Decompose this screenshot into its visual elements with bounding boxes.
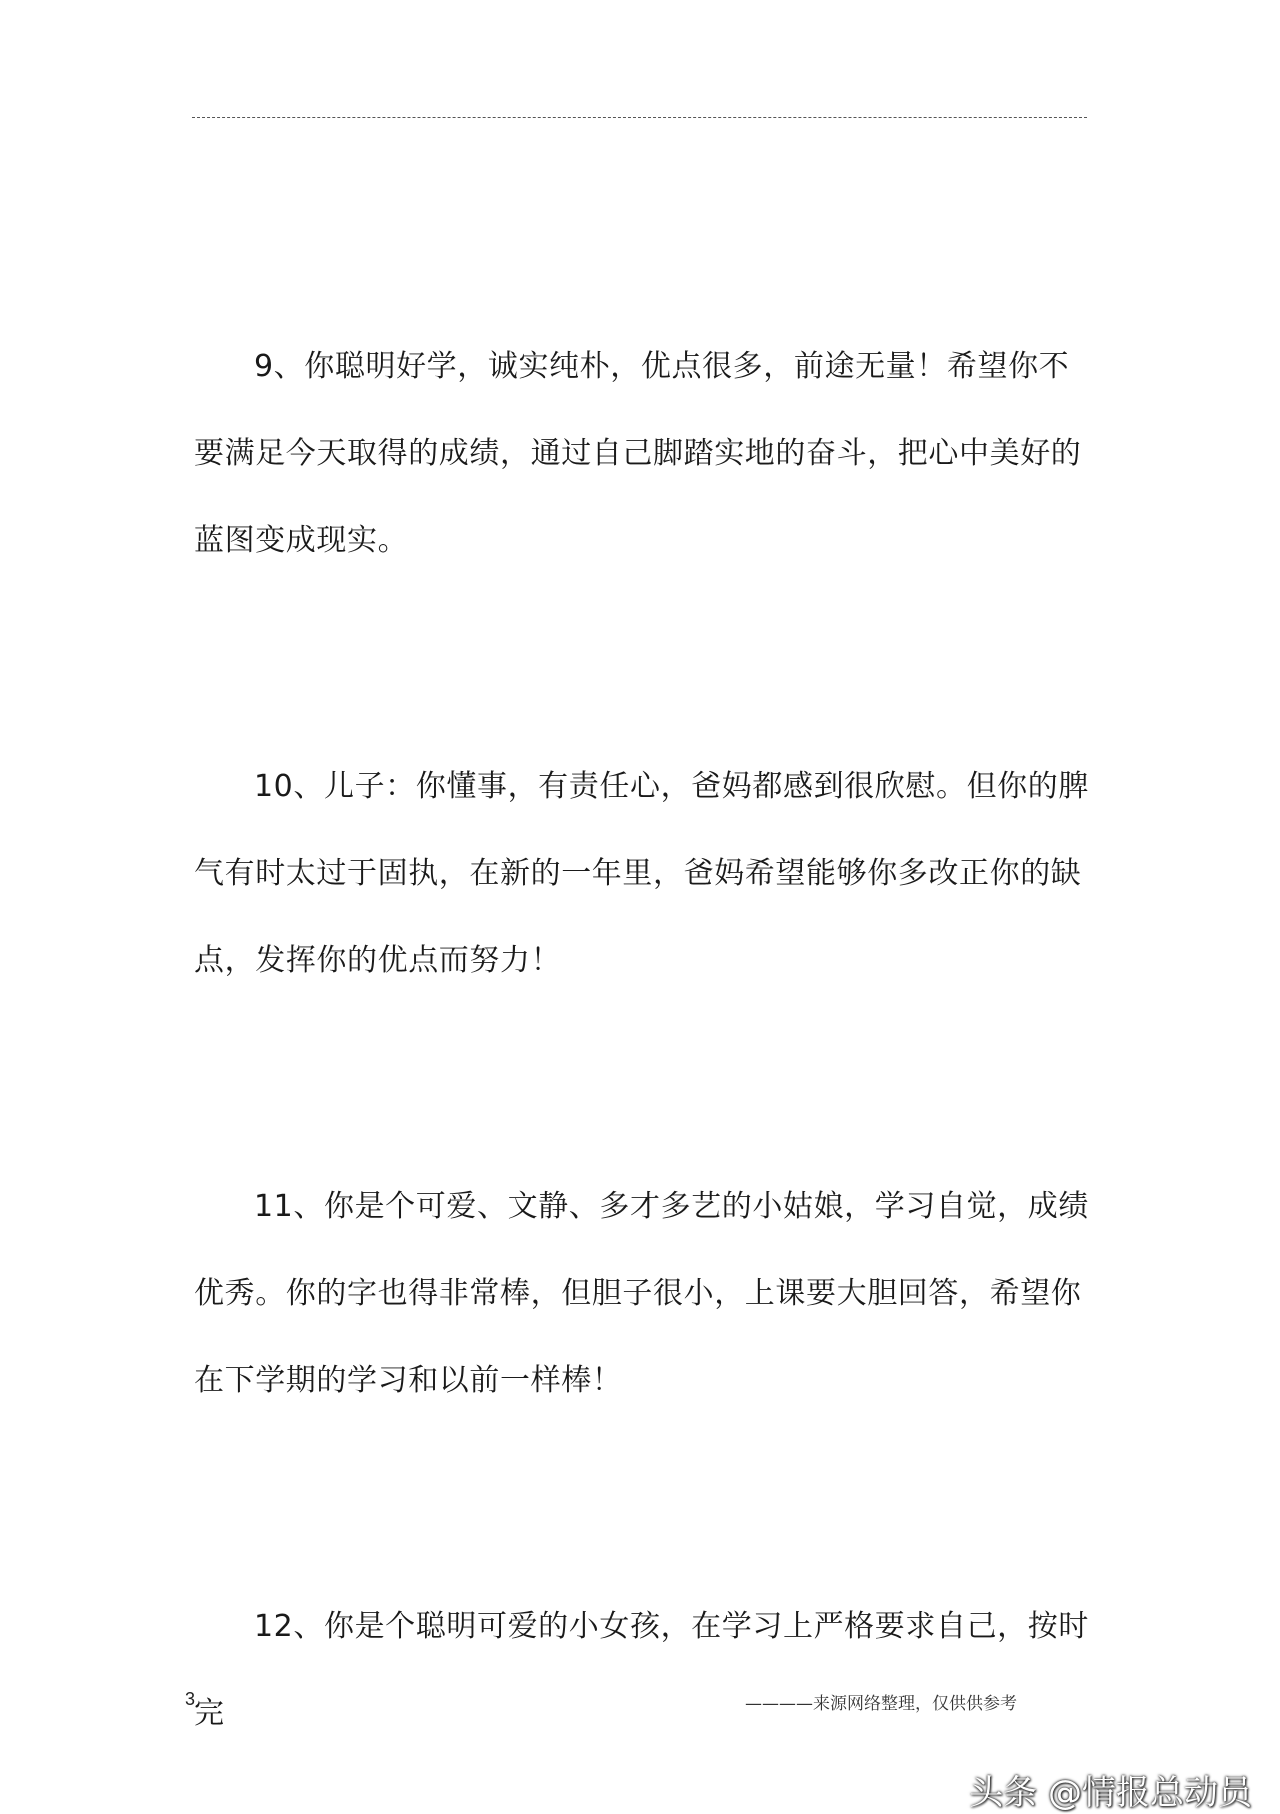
comment-paragraph-12: 12、你是个聪明可爱的小女孩，在学习上严格要求自己，按时完 bbox=[194, 1609, 1089, 1731]
comment-paragraph-11: 11、你是个可爱、文静、多才多艺的小姑娘，学习自觉，成绩优秀。你的字也得非常棒，但胆子很小，上课要大胆回答，希望你在下学期的学习和以前一样棒！ bbox=[194, 1189, 1089, 1398]
comment-paragraph-10: 10、儿子：你懂事，有责任心，爸妈都感到很欣慰。但你的脾气有时太过于固执，在新的一年里，爸妈希望能够你多改正你的缺点，发挥你的优点而努力！ bbox=[194, 769, 1089, 978]
header-divider bbox=[192, 117, 1087, 118]
watermark: 头条 @情报总动员 bbox=[969, 1773, 1252, 1813]
source-note: ————来源网络整理，仅供供参考 bbox=[745, 1694, 1017, 1714]
page-number: 3 bbox=[185, 1689, 196, 1709]
comment-paragraph-9: 9、你聪明好学，诚实纯朴，优点很多，前途无量！希望你不要满足今天取得的成绩，通过自己脚踏实地的奋斗，把心中美好的蓝图变成现实。 bbox=[194, 349, 1082, 558]
